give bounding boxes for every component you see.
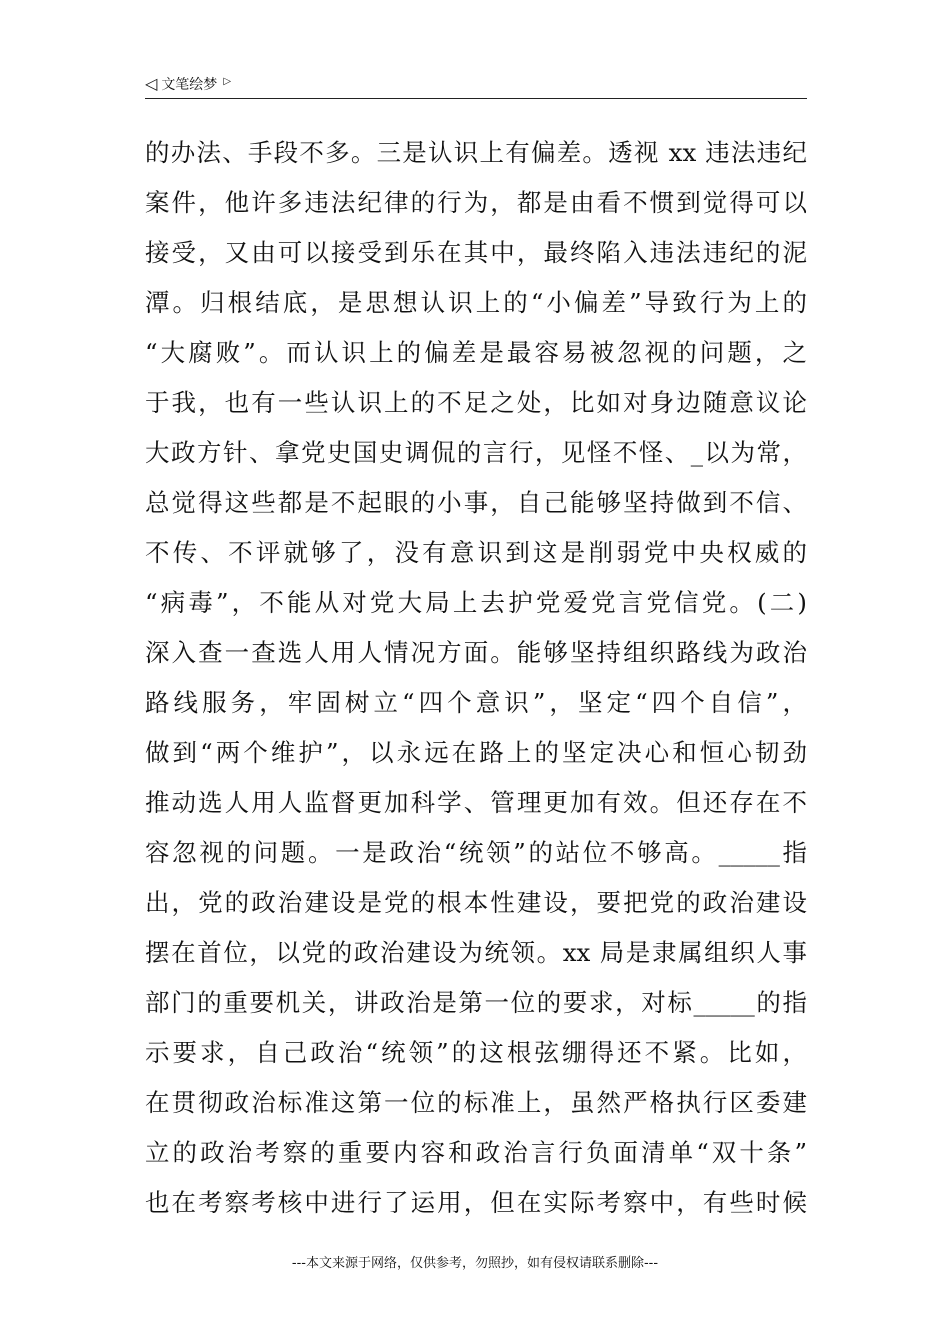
text-line: 不传、不评就够了，没有意识到这是削弱党中央权威的 xyxy=(145,538,807,567)
text-line: 潭。归根结底，是思想认识上的“小偏差”导致行为上的 xyxy=(145,288,807,317)
text-line: “病毒”，不能从对党大局上去护党爱党言党信党。(二) xyxy=(145,588,807,617)
text-line: 推动选人用人监督更加科学、管理更加有效。但还存在不 xyxy=(145,788,807,817)
text-line: 容忽视的问题。一是政治“统领”的站位不够高。_____指 xyxy=(145,838,807,867)
triangle-right-icon: ▷ xyxy=(223,76,232,87)
text-line: 于我，也有一些认识上的不足之处，比如对身边随意议论 xyxy=(145,388,807,417)
text-line: 立的政治考察的重要内容和政治言行负面清单“双十条” xyxy=(145,1138,807,1167)
text-line: 案件，他许多违法纪律的行为，都是由看不惯到觉得可以 xyxy=(145,188,807,217)
header-title: 文笔绘梦 xyxy=(161,77,218,93)
text-line: 的办法、手段不多。三是认识上有偏差。透视 xx 违法违纪 xyxy=(145,138,807,167)
footer-notice: ---本文来源于网络，仅供参考，勿照抄，如有侵权请联系删除--- xyxy=(291,1256,659,1271)
text-line: 摆在首位，以党的政治建设为统领。xx 局是隶属组织人事 xyxy=(145,938,807,967)
text-line: 出，党的政治建设是党的根本性建设，要把党的政治建设 xyxy=(145,888,807,917)
text-line: 做到“两个维护”，以永远在路上的坚定决心和恒心韧劲 xyxy=(145,738,807,767)
text-line: 总觉得这些都是不起眼的小事，自己能够坚持做到不信、 xyxy=(145,488,807,517)
text-line: “大腐败”。而认识上的偏差是最容易被忽视的问题，之 xyxy=(145,338,807,367)
text-line: 示要求，自己政治“统领”的这根弦绷得还不紧。比如， xyxy=(145,1038,807,1067)
text-line: 大政方针、拿党史国史调侃的言行，见怪不怪、_以为常， xyxy=(145,438,807,467)
triangle-left-icon: ◁ xyxy=(145,74,158,93)
page-header xyxy=(145,70,807,99)
text-line: 深入查一查选人用人情况方面。能够坚持组织路线为政治 xyxy=(145,638,807,667)
text-line: 路线服务，牢固树立“四个意识”，坚定“四个自信”， xyxy=(145,688,807,717)
text-line: 部门的重要机关，讲政治是第一位的要求，对标_____的指 xyxy=(145,988,807,1017)
text-line: 在贯彻政治标准这第一位的标准上，虽然严格执行区委建 xyxy=(145,1088,807,1117)
text-line: 也在考察考核中进行了运用，但在实际考察中，有些时候 xyxy=(145,1188,807,1217)
document-body xyxy=(145,128,807,1228)
text-line: 接受，又由可以接受到乐在其中，最终陷入违法违纪的泥 xyxy=(145,238,807,267)
